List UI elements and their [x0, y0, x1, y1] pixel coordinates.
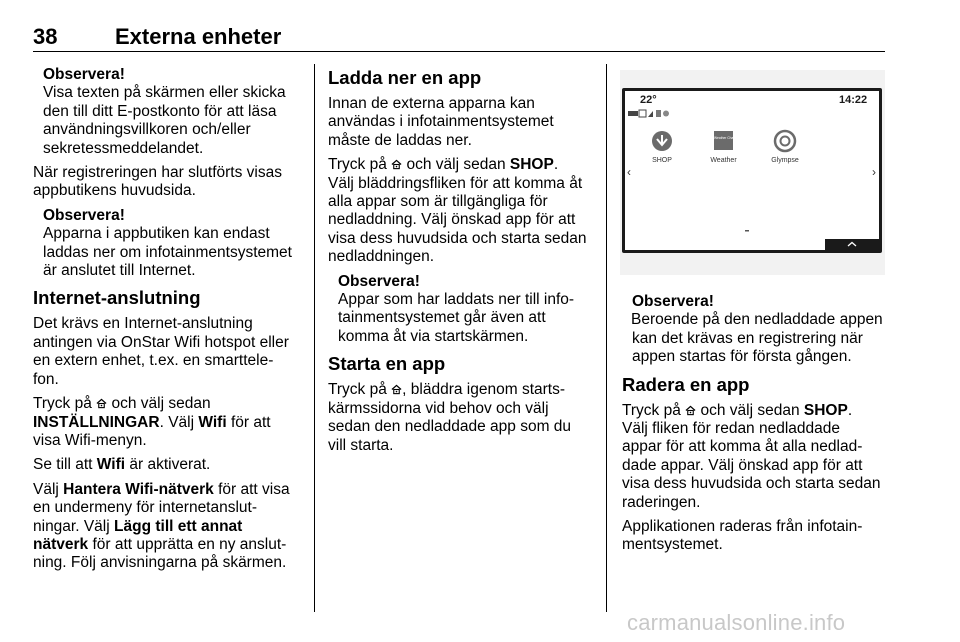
text-line: Välj bläddringsfliken för att komma åt	[328, 174, 583, 192]
paragraph-shop	[328, 156, 600, 266]
home-icon	[685, 405, 696, 416]
wifi-label: Wifi	[96, 456, 126, 474]
temperature-label: 22°	[640, 94, 657, 106]
text-line: appen startas för första gången.	[632, 348, 852, 366]
note-registration	[622, 293, 887, 367]
home-icon	[96, 398, 107, 409]
text: Se till att	[33, 456, 93, 474]
text: Tryck på	[328, 156, 387, 174]
wifi-label: Wifi	[198, 413, 227, 431]
text-line: vill starta.	[328, 436, 394, 454]
shop-app-icon	[652, 131, 672, 164]
text-line: sedan den nedladdade app som du	[328, 418, 572, 436]
right-arrow-icon: ›	[872, 165, 876, 179]
paragraph-settings	[33, 395, 308, 450]
middle-column	[328, 66, 600, 461]
note-terms	[33, 66, 308, 158]
time-label: 14:22	[839, 94, 868, 106]
bottom-tab	[825, 239, 879, 250]
text-line: kärmssidorna vid behov och välj	[328, 399, 549, 417]
text-line: nedladdning. Välj önskad app för att	[328, 211, 576, 229]
paragraph-wifi-active	[33, 456, 308, 474]
heading-start-app: Starta en app	[328, 353, 446, 375]
text: Tryck på	[328, 381, 387, 399]
page-title: Externa enheter	[115, 24, 282, 49]
column-divider-1	[314, 64, 315, 612]
text-line: en extern enhet, t.ex. en smarttele-	[33, 352, 274, 370]
page-indicator	[745, 230, 749, 232]
page-header	[33, 24, 885, 50]
text-line: en undermeny för internetanslut-	[33, 499, 258, 517]
left-arrow-icon: ‹	[627, 165, 631, 179]
heading-internet-connection: Internet-anslutning	[33, 287, 201, 309]
home-icon	[391, 159, 402, 170]
page-number: 38	[33, 24, 58, 49]
text: och välj sedan	[700, 401, 800, 419]
heading-delete-app: Radera en app	[622, 373, 750, 395]
right-column	[622, 293, 887, 561]
text-line: Apparna i appbutiken kan endast	[43, 225, 270, 243]
text: .	[847, 401, 853, 419]
text: Välj	[33, 480, 59, 498]
note-internet-required	[33, 207, 308, 281]
text-line: mentsystemet.	[622, 536, 723, 554]
screen-graphic	[620, 70, 885, 275]
settings-label: INSTÄLLNINGAR	[33, 413, 160, 431]
screen-display	[625, 91, 879, 250]
text: , bläddra igenom starts-	[402, 381, 565, 399]
paragraph-manage-wifi	[33, 481, 308, 573]
text-line: den till ditt E-postkonto för att läsa	[43, 102, 277, 120]
network-label: nätverk	[33, 535, 89, 553]
text: är aktiverat.	[129, 456, 211, 474]
weather-app-label: Weather	[710, 157, 737, 164]
text: Tryck på	[33, 395, 92, 413]
watermark: carmanualsonline.info	[627, 610, 846, 635]
paragraph-delete-app	[622, 402, 887, 512]
text-line: kan det krävas en registrering när	[632, 329, 863, 347]
text-line: appbutikens huvudsida.	[33, 182, 196, 200]
text-line: användningsvillkoren och/eller	[43, 121, 251, 139]
text-line: är anslutet till Internet.	[43, 262, 196, 280]
glympse-app-label: Glympse	[771, 157, 799, 164]
text: och välj sedan	[111, 395, 211, 413]
note-title: Observera!	[632, 293, 714, 310]
add-network-label: Lägg till ett annat	[114, 517, 243, 535]
paragraph-before-download	[328, 95, 600, 150]
text-line: raderingen.	[622, 493, 701, 511]
paragraph-deleted	[622, 518, 887, 555]
text-line: nedladdningen.	[328, 248, 435, 266]
shop-label: SHOP	[803, 401, 848, 419]
weather-channel-logo: The Weather Channel	[707, 136, 740, 140]
text-line: Visa texten på skärmen eller skicka	[43, 84, 286, 102]
text-line: alla appar som är tillgängliga för	[328, 193, 548, 211]
text-line: Innan de externa apparna kan	[328, 95, 535, 112]
text: för att visa	[218, 480, 290, 498]
text-line: fon.	[33, 370, 59, 388]
note-startscreen	[328, 273, 600, 347]
text: för att upprätta en ny anslut-	[92, 535, 287, 553]
text-line: Appar som har laddats ner till info-	[338, 291, 575, 309]
text-line: Beroende på den nedladdade appen	[631, 311, 883, 329]
text-line: visa dess huvudsida och starta sedan	[622, 475, 881, 493]
infotainment-screen-illustration	[620, 70, 885, 275]
text-line: ning. Följ anvisningarna på skärmen.	[33, 554, 287, 572]
text-line: Välj fliken för redan nedladdade	[622, 420, 841, 438]
text: . Välj	[159, 413, 195, 431]
text: ningar. Välj	[33, 517, 110, 535]
text-line: Applikationen raderas från infotain-	[622, 518, 863, 536]
text-line: visa Wifi-menyn.	[33, 431, 147, 449]
text-line: Det krävs en Internet-anslutning	[33, 315, 253, 333]
shop-app-label: SHOP	[652, 157, 672, 164]
column-divider-2	[606, 64, 607, 612]
left-column	[33, 66, 308, 579]
shop-label: SHOP	[509, 156, 554, 174]
note-title: Observera!	[43, 206, 125, 224]
text: .	[553, 156, 559, 174]
text-line: tainmentsystemet går även att	[338, 309, 546, 327]
text-line: När registreringen har slutförts visas	[33, 164, 282, 182]
note-title: Observera!	[43, 66, 125, 83]
text: för att	[230, 413, 271, 431]
paragraph-internet-required	[33, 315, 308, 389]
heading-download-app: Ladda ner en app	[328, 67, 482, 88]
note-title: Observera!	[338, 272, 420, 290]
text-line: visa dess huvudsida och starta sedan	[328, 229, 587, 247]
text-line: måste de laddas ner.	[328, 131, 472, 149]
text-line: komma åt via startskärmen.	[338, 327, 529, 345]
text-line: antingen via OnStar Wifi hotspot eller	[33, 333, 289, 351]
paragraph-start-app	[328, 381, 600, 455]
text-line: sekretessmeddelandet.	[43, 139, 204, 157]
text: och välj sedan	[406, 156, 506, 174]
text-line: laddas ner om infotainmentsystemet	[43, 243, 292, 261]
text-line: appar för att komma åt alla nedlad-	[622, 438, 863, 456]
header-rule	[33, 51, 885, 52]
text-line: användas i infotainmentsystemet	[328, 113, 554, 131]
manage-wifi-label: Hantera Wifi-nätverk	[63, 480, 214, 498]
text: Tryck på	[622, 401, 681, 419]
text-line: dade appar. Välj önskad app för att	[622, 456, 863, 474]
home-icon	[391, 384, 402, 395]
paragraph-registration	[33, 164, 308, 201]
